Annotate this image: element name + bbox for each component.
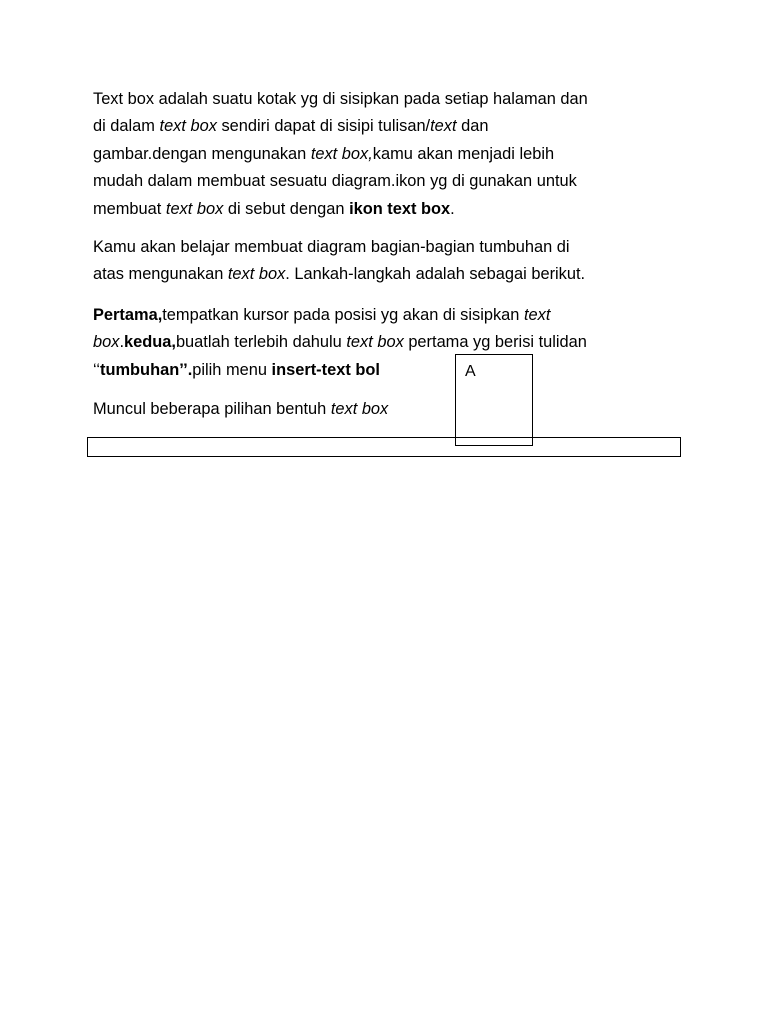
text-run: gambar.dengan mengunakan xyxy=(93,144,311,163)
text-run: box xyxy=(93,333,120,352)
text-run: . xyxy=(450,199,455,218)
text-run: pertama yg berisi tulidan xyxy=(403,333,587,352)
text-run: buatlah terlebih dahulu xyxy=(175,333,347,352)
text-run: tumbuhan’’. xyxy=(100,360,193,379)
text-run: text xyxy=(523,306,551,324)
text-run: dan xyxy=(456,117,489,136)
text-run: di dalam xyxy=(93,117,160,136)
text-run: ikon text box xyxy=(349,199,451,218)
text-line xyxy=(93,141,693,168)
text-line xyxy=(93,357,693,384)
text-run: kedua, xyxy=(124,333,176,352)
text-line xyxy=(93,396,693,423)
text-run: atas mengunakan xyxy=(93,265,228,284)
text-run: kamu akan menjadi lebih xyxy=(372,144,555,163)
text-run: Muncul beberapa pilihan bentuh xyxy=(93,400,331,418)
text-run: pilih menu xyxy=(192,360,272,379)
text-run: text xyxy=(430,117,457,136)
text-line xyxy=(93,234,693,261)
paragraph-4 xyxy=(93,396,693,423)
text-run: sendiri dapat di sisipi tulisan/ xyxy=(216,117,431,136)
text-run: ‘‘ xyxy=(93,360,100,379)
text-run: membuat xyxy=(93,199,166,218)
text-run: text box, xyxy=(310,144,373,163)
text-run: insert-text bol xyxy=(271,360,380,379)
text-run: . xyxy=(119,333,124,352)
text-run: . Lankah-langkah adalah sebagai berikut. xyxy=(285,265,586,284)
text-line xyxy=(93,196,693,223)
text-run: Pertama, xyxy=(93,306,163,324)
text-line xyxy=(93,86,693,113)
text-run: text box xyxy=(227,265,286,284)
text-run: text box xyxy=(330,400,389,418)
text-run: tempatkan kursor pada posisi yg akan di sisipkan xyxy=(162,306,524,324)
paragraph-1 xyxy=(93,86,693,223)
text-line xyxy=(93,302,693,329)
text-run: text box xyxy=(159,117,217,136)
text-run: text box xyxy=(165,199,224,218)
text-run: di sebut dengan xyxy=(223,199,350,218)
text-line xyxy=(93,329,693,356)
text-line xyxy=(93,168,693,195)
paragraph-3 xyxy=(93,302,693,384)
text-box-a-label: A xyxy=(465,363,476,380)
text-run: mudah dalam membuat sesuatu diagram.ikon yg di gunakan untuk xyxy=(93,172,577,191)
text-run: text box xyxy=(346,333,404,352)
text-line xyxy=(93,113,693,140)
text-box-a[interactable] xyxy=(455,354,533,446)
text-line xyxy=(93,261,693,288)
text-run: Text box adalah suatu kotak yg di sisipkan pada setiap halaman dan xyxy=(93,90,588,108)
text-run: Kamu akan belajar membuat diagram bagian-bagian tumbuhan di xyxy=(93,238,570,256)
empty-text-box[interactable] xyxy=(87,437,681,457)
paragraph-2 xyxy=(93,234,693,289)
